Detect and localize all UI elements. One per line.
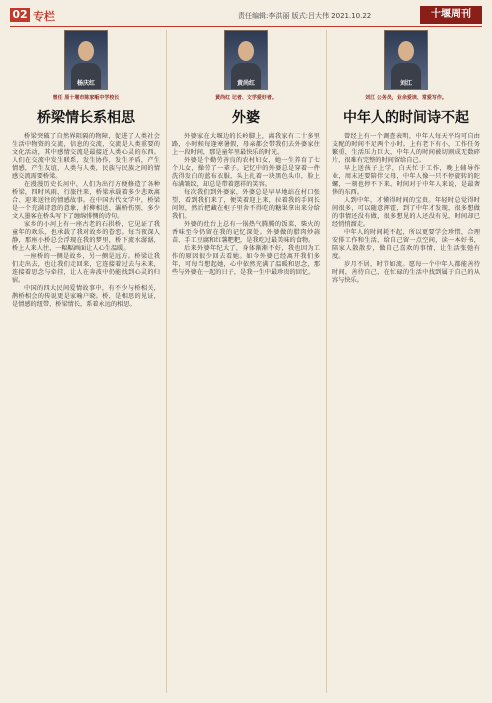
article-body (172, 133, 320, 277)
author-caption: 曾任 原十堰市陈家畈中学校长 (52, 95, 120, 101)
article-title: 中年人的时间诗不起 (343, 110, 469, 126)
author-photo (384, 30, 428, 90)
paragraph: 每次我们到外婆家，外婆总是早早地站在村口张望，看到我们来了，便笑着迎上来，拉着我的手问长问短，然后把藏在柜子里舍不得吃的糖果拿出来分给我们。 (172, 189, 320, 220)
paragraph: 中国的四大民间爱情故事中，有不少与桥相关，鹊桥相会的传说更是家喻户晓。桥，是相思的见证，是情感的纽带，桥梁情长，系着永远的相思。 (12, 285, 160, 308)
article-body (12, 133, 160, 309)
author-photo (64, 30, 108, 90)
paragraph: 人到中年，才懂得时间的宝贵。年轻时总觉得时间很多，可以随意挥霍，到了中年才发现，很多想做的事情还没有做，很多想见的人还没有见，时间却已经悄悄溜走。 (332, 197, 480, 228)
paragraph: 曾经上有一个调查表明，中年人每天平均可自由支配的时间不足两个小时。上有老下有小，工作任务繁重，生活压力巨大，中年人的时间被切割成无数碎片，很难有完整的时间留给自己。 (332, 133, 480, 164)
page-header (0, 0, 492, 26)
paragraph: 中年人的时间耗不起，所以更要学会珍惜，合理安排工作和生活，给自己留一点空间，读一本好书，陪家人散散步，做自己喜欢的事情，让生活张弛有度。 (332, 229, 480, 260)
editor-meta: 责任编辑:李洪丽 版式:吕大伟 2021.10.22 (238, 12, 372, 20)
paragraph: 岁月不居，时节如流。愿每一个中年人都能善待时间，善待自己，在忙碌的生活中找到属于自己的从容与快乐。 (332, 261, 480, 284)
author-caption: 黄尚红 记者、文学爱好者。 (215, 95, 277, 101)
paragraph: 家乡的小河上有一座古老的石拱桥，它见证了我童年的欢乐，也承载了我对故乡的眷恋。每当夜深人静，那座小桥总会浮现在我的梦里，桥下流水潺潺，桥上人来人往，一幅幅画面让人心生温暖。 (12, 221, 160, 252)
paragraph: 外婆家在大堰边的长岭脚上，离我家有二十多里路，小时候每逢寒暑假，母亲都会带我们去外婆家住上一段时间，那是童年里最快乐的时光。 (172, 133, 320, 156)
brand-logo: 十堰周刊 (420, 6, 482, 24)
paragraph: 后来外婆年纪大了，身体渐渐不好，我也因为工作的原因很少回去看她。如今外婆已经离开我们多年，可每当想起她，心中依然充满了温暖和思念，那些与外婆在一起的日子，是我一生中最珍贵的回忆。 (172, 245, 320, 276)
article-title: 外婆 (232, 110, 260, 126)
paragraph: 在漫漫历史长河中，人们为出行方便修造了各种桥梁，四时风雨，行旅往来，桥梁承载着多少悲欢离合、迎来送往的情感故事。在中国古代文学中，桥梁是一个充满诗意的意象，折柳相送、灞桥伤别，多少文人墨客在桥头写下了缠绵悱恻的诗句。 (12, 181, 160, 220)
column-divider (326, 30, 327, 693)
paragraph: 一座桥的一侧是故乡，另一侧是远方。桥梁让我们走出去，也让我们走回来，它连接着过去与未来，连接着思念与牵挂，让人在奔波中仍能找到心灵的归宿。 (12, 253, 160, 284)
column-name: 专栏 (33, 10, 55, 23)
article-title: 桥梁情长系相思 (37, 110, 135, 126)
article-body (332, 133, 480, 285)
column-divider (166, 30, 167, 693)
author-photo (224, 30, 268, 90)
article-3 (332, 30, 480, 693)
article-2 (172, 30, 320, 693)
author-caption: 刘江 公务员，业余爱读、常爱写作。 (365, 95, 447, 101)
paragraph: 外婆是个勤劳善良的农村妇女，她一生养育了七个儿女，操劳了一辈子。记忆中的外婆总是穿着一件洗得发白的蓝布衣服，头上扎着一块黑色头巾，脸上布满皱纹，却总是带着慈祥的笑容。 (172, 157, 320, 188)
page-number: 02 (10, 8, 30, 22)
photo-label: 黄尚红 (236, 80, 255, 87)
paragraph: 外婆的灶台上总有一锅热气腾腾的饭菜，柴火的香味至今仍留在我的记忆深处。外婆做的腊肉炒蒜苗、手工豆腐和红薯粑粑，是我吃过最美味的食物。 (172, 221, 320, 244)
paragraph: 早上送孩子上学，白天忙于工作，晚上辅导作业，周末还要陪伴父母，中年人像一只不停旋转的陀螺，一刻也停不下来。时间对于中年人来说，是最奢侈的东西。 (332, 165, 480, 196)
article-1 (12, 30, 160, 693)
photo-label: 刘江 (399, 80, 412, 87)
photo-label: 杨庆红 (76, 80, 95, 87)
paragraph: 桥梁突破了自然界阻隔的物障，促进了人类社会生活中物资的交流，信息的交流，交流是人类重要的文化活动，其中感情交流是最接近人类心灵的东西。人们在交流中发生联系，发生协作，发生矛盾，产生情感，产生友谊，人类与人类，民族与民族之间的情感交流需要桥梁。 (12, 133, 160, 180)
header-rule (10, 26, 482, 27)
